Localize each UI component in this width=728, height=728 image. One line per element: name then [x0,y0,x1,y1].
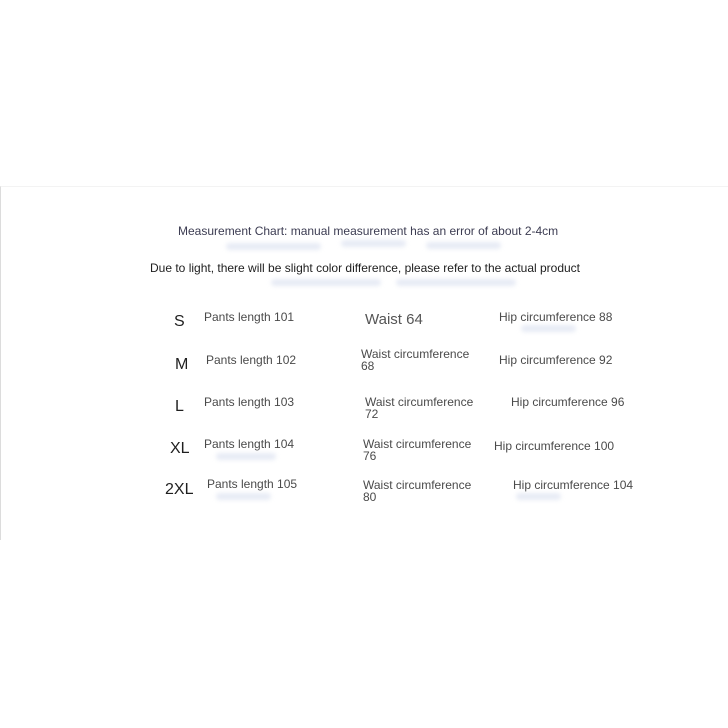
pants-length-s: Pants length 101 [204,310,295,324]
faded-text-smudge [516,493,561,500]
pants-length-l: Pants length 103 [204,395,295,409]
faded-text-smudge [426,242,501,249]
waist-2xl: Waist circumference 80 [363,478,472,504]
hip-circumference-s: Hip circumference 88 [499,310,613,324]
faded-text-smudge [396,279,516,286]
hip-circumference-2xl: Hip circumference 104 [513,478,634,492]
measurement-chart-panel [0,186,728,540]
faded-text-smudge [216,453,276,460]
hip-circumference-m: Hip circumference 92 [499,353,613,367]
faded-text-smudge [521,325,576,332]
faded-text-smudge [341,240,406,247]
color-difference-note: Due to light, there will be slight color difference, please refer to the actual product [150,261,581,275]
size-label-l: L [175,398,184,415]
measurement-note: Measurement Chart: manual measurement has an error of about 2-4cm [178,224,559,238]
size-label-2xl: 2XL [165,481,194,498]
hip-circumference-xl: Hip circumference 100 [494,439,615,453]
size-label-m: M [175,356,189,373]
waist-xl: Waist circumference 76 [363,437,472,463]
waist-s: Waist 64 [365,311,423,328]
faded-text-smudge [216,493,271,500]
size-label-xl: XL [170,440,190,457]
hip-circumference-l: Hip circumference 96 [511,395,625,409]
pants-length-2xl: Pants length 105 [207,477,298,491]
faded-text-smudge [271,279,381,286]
waist-l: Waist circumference 72 [365,395,474,421]
pants-length-m: Pants length 102 [206,353,297,367]
faded-text-smudge [226,243,321,250]
size-label-s: S [174,313,185,330]
waist-m: Waist circumference 68 [361,347,470,373]
pants-length-xl: Pants length 104 [204,437,295,451]
